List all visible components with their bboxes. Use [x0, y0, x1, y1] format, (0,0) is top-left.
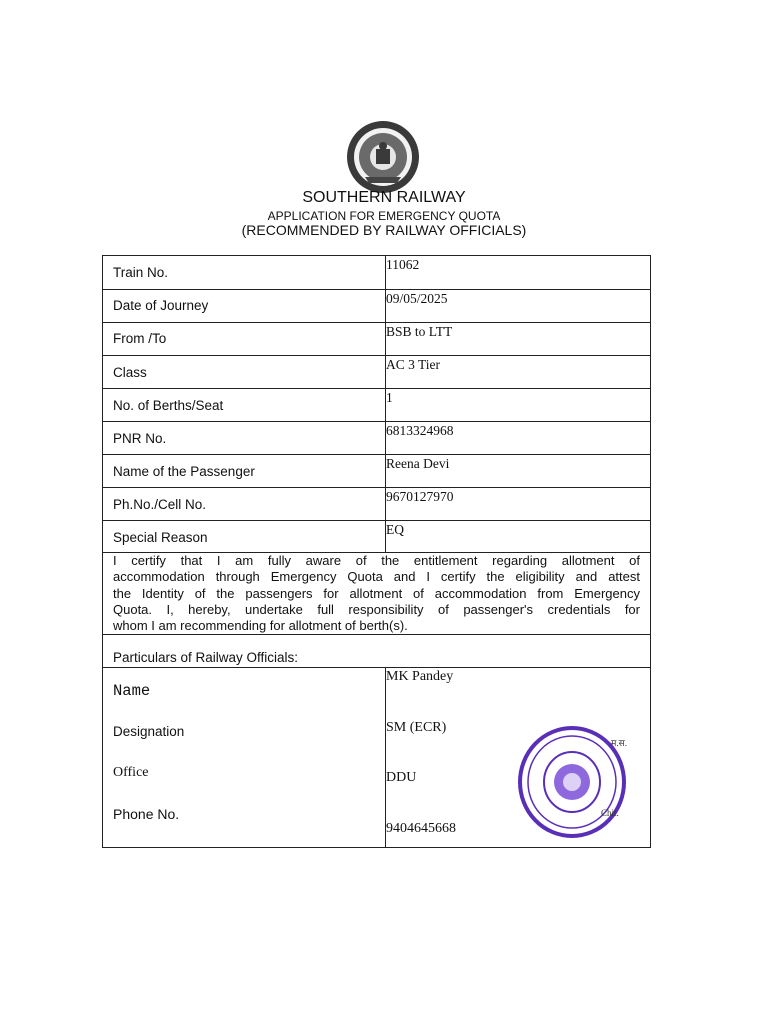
cert-line: whom I am recommending for allotment of berth(s).: [113, 618, 408, 634]
svg-text:Chit.: Chit.: [601, 808, 619, 818]
field-label: From /To: [113, 331, 167, 346]
field-value: 11062: [386, 257, 420, 272]
form-row-berths: [103, 389, 650, 422]
form-row-train-no: [103, 256, 650, 290]
form-row-pnr: [103, 422, 650, 455]
cert-line: accommodation through Emergency Quota and I certify the eligibility and attest: [113, 569, 640, 585]
cert-line: I certify that I am fully aware of the entitlement regarding allotment of: [113, 553, 640, 568]
field-value: AC 3 Tier: [386, 357, 441, 372]
official-office-value: DDU: [386, 770, 417, 785]
certification-text: [113, 553, 640, 634]
field-label: Train No.: [113, 265, 169, 280]
document-note: (RECOMMENDED BY RAILWAY OFFICIALS): [241, 222, 527, 238]
certification-row: [103, 553, 650, 635]
form-row-class: [103, 356, 650, 389]
field-value: EQ: [386, 522, 404, 537]
form-row-passenger-name: [103, 455, 650, 488]
field-label: PNR No.: [113, 431, 167, 446]
indian-railways-logo: [345, 119, 421, 195]
field-label: Special Reason: [113, 530, 208, 545]
form-row-from-to: [103, 323, 650, 356]
official-name-value: MK Pandey: [386, 669, 454, 684]
field-label: Name of the Passenger: [113, 464, 255, 479]
cert-line: the Identity of the passengers for allotment of accommodation from Emergency: [113, 585, 640, 601]
officials-heading: Particulars of Railway Officials:: [113, 650, 299, 665]
field-value: Reena Devi: [386, 456, 450, 471]
field-value: 9670127970: [386, 489, 454, 504]
official-phone-label: Phone No.: [113, 806, 180, 822]
form-row-date-of-journey: [103, 290, 650, 323]
official-designation-label: Designation: [113, 724, 185, 739]
field-label: Ph.No./Cell No.: [113, 497, 207, 512]
field-value: 1: [386, 390, 393, 405]
form-row-special-reason: [103, 521, 650, 553]
official-phone-value: 9404645668: [386, 821, 456, 836]
field-value: BSB to LTT: [386, 324, 453, 339]
form-row-phone: [103, 488, 650, 521]
svg-text:म.स.: म.स.: [611, 738, 627, 748]
official-designation-value: SM (ECR): [386, 720, 447, 735]
document-subtitle: APPLICATION FOR EMERGENCY QUOTA: [267, 209, 501, 223]
official-office-label: Office: [113, 765, 149, 780]
document-title: SOUTHERN RAILWAY: [302, 189, 466, 206]
field-label: Class: [113, 365, 147, 380]
field-label: Date of Journey: [113, 298, 209, 313]
officials-heading-row: [103, 635, 650, 668]
field-label: No. of Berths/Seat: [113, 398, 224, 413]
official-name-label: Name: [113, 682, 151, 700]
field-value: 09/05/2025: [386, 291, 448, 306]
cert-line: Quota. I, hereby, undertake full responsibility of passenger's credentials for: [113, 601, 640, 617]
application-form-table: [102, 255, 651, 848]
field-value: 6813324968: [386, 423, 454, 438]
official-seal-stamp: [515, 724, 637, 842]
